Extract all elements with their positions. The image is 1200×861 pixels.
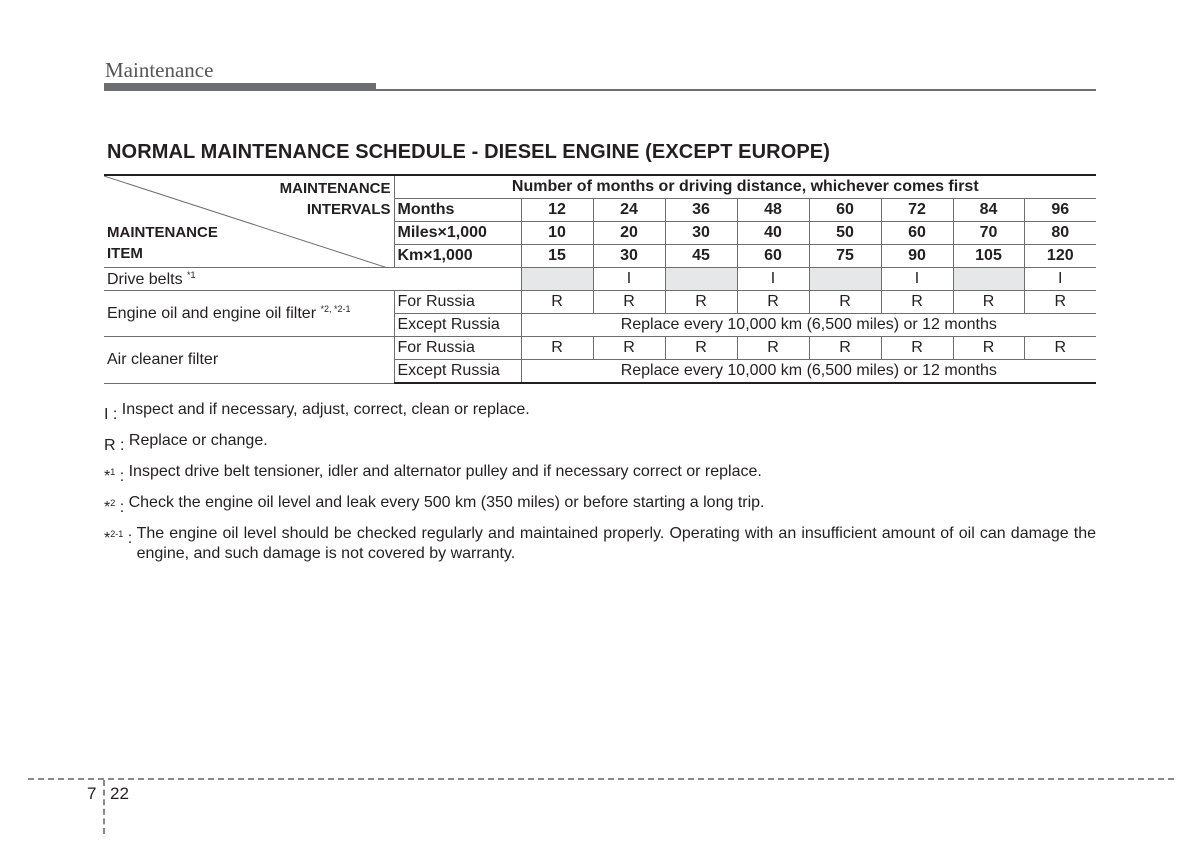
note-item (104, 431, 1096, 456)
schedule-cell: R (737, 337, 809, 360)
note-text: The engine oil level should be checked regularly and maintained properly. Operating with an insufficient amount of oil can damage the engine, and such damage is not covered by warranty. (136, 525, 1096, 562)
note-text: Inspect drive belt tensioner, idler and alternator pulley and if necessary correct or replace. (128, 463, 762, 480)
interval-value: 30 (593, 245, 665, 268)
corner-item-label: MAINTENANCE ITEM (107, 224, 218, 262)
schedule-cell (809, 268, 881, 291)
schedule-cell (953, 268, 1024, 291)
schedule-cell: R (953, 291, 1024, 314)
schedule-cell: I (881, 268, 953, 291)
section-title: Maintenance (105, 58, 214, 82)
interval-value: 30 (665, 222, 737, 245)
note-item (104, 524, 1096, 564)
item-row-drive-belts (104, 268, 1096, 291)
schedule-cell: R (953, 337, 1024, 360)
header-rule-thin (104, 89, 1096, 91)
footer-dashed-rule (28, 778, 1174, 780)
schedule-cell: R (737, 291, 809, 314)
note-text: Check the engine oil level and leak every 500 km (350 miles) or before starting a long trip. (128, 494, 765, 511)
interval-value: 10 (521, 222, 593, 245)
note-key: I : (104, 406, 122, 423)
interval-value: 24 (593, 199, 665, 222)
interval-value: 105 (953, 245, 1024, 268)
interval-value: 96 (1024, 199, 1096, 222)
interval-label: Km×1,000 (394, 245, 521, 268)
schedule-cell: R (1024, 291, 1096, 314)
schedule-cell: I (593, 268, 665, 291)
span-header: Number of months or driving distance, whichever comes first (394, 175, 1096, 199)
item-name: Drive belts $^{*1}$ (104, 268, 521, 291)
interval-value: 90 (881, 245, 953, 268)
note-key: *$^1$ : (104, 467, 129, 485)
interval-value: 12 (521, 199, 593, 222)
note-item (104, 493, 1096, 518)
schedule-cell: R (521, 291, 593, 314)
item-name: Engine oil and engine oil filter $^{*2, *2-1}$ (104, 291, 394, 337)
schedule-cell: R (881, 291, 953, 314)
region-label: For Russia (394, 337, 521, 360)
interval-value: 75 (809, 245, 881, 268)
item-name: Air cleaner filter (104, 337, 394, 384)
interval-value: 50 (809, 222, 881, 245)
header-row-span (104, 175, 1096, 199)
chapter-number: 7 (87, 784, 97, 803)
schedule-cell: R (881, 337, 953, 360)
interval-value: 45 (665, 245, 737, 268)
item-row-engine-oil-russia (104, 291, 1096, 314)
schedule-cell: R (593, 291, 665, 314)
interval-value: 60 (737, 245, 809, 268)
note-item (104, 462, 1096, 487)
legend-notes (104, 400, 1096, 570)
schedule-cell: I (1024, 268, 1096, 291)
schedule-cell: R (521, 337, 593, 360)
interval-label: Miles×1,000 (394, 222, 521, 245)
schedule-cell (521, 268, 593, 291)
schedule-cell (665, 268, 737, 291)
page-number: 22 (110, 784, 129, 803)
note-text: Replace or change. (128, 432, 268, 449)
interval-label: Months (394, 199, 521, 222)
corner-intervals-label: MAINTENANCE INTERVALS (279, 180, 391, 218)
footnote-marker: *1 (187, 269, 196, 280)
interval-value: 84 (953, 199, 1024, 222)
interval-value: 36 (665, 199, 737, 222)
schedule-cell: R (593, 337, 665, 360)
replace-interval-text: Replace every 10,000 km (6,500 miles) or 12 months (521, 314, 1096, 337)
footnote-marker: *2, *2-1 (320, 304, 351, 314)
region-label: Except Russia (394, 360, 521, 384)
schedule-cell: I (737, 268, 809, 291)
interval-value: 72 (881, 199, 953, 222)
note-text: Inspect and if necessary, adjust, correct, clean or replace. (121, 401, 530, 418)
note-key: R : (104, 437, 129, 454)
item-row-air-cleaner-russia (104, 337, 1096, 360)
note-key: *$^{2-1}$ : (104, 529, 137, 547)
schedule-cell: R (665, 291, 737, 314)
interval-value: 48 (737, 199, 809, 222)
interval-value: 70 (953, 222, 1024, 245)
corner-header-cell (104, 175, 394, 268)
region-label: Except Russia (394, 314, 521, 337)
interval-value: 40 (737, 222, 809, 245)
schedule-cell: R (665, 337, 737, 360)
interval-value: 80 (1024, 222, 1096, 245)
note-item (104, 400, 1096, 425)
interval-value: 60 (809, 199, 881, 222)
schedule-cell: R (809, 337, 881, 360)
region-label: For Russia (394, 291, 521, 314)
footer-dashed-divider (103, 780, 105, 834)
interval-value: 15 (521, 245, 593, 268)
interval-value: 20 (593, 222, 665, 245)
replace-interval-text: Replace every 10,000 km (6,500 miles) or 12 months (521, 360, 1096, 384)
maintenance-schedule-table (104, 174, 1096, 384)
schedule-heading: NORMAL MAINTENANCE SCHEDULE - DIESEL ENGINE (EXCEPT EUROPE) (107, 141, 830, 163)
schedule-cell: R (1024, 337, 1096, 360)
schedule-cell: R (809, 291, 881, 314)
interval-value: 120 (1024, 245, 1096, 268)
note-key: *$^2$ : (104, 498, 129, 516)
interval-value: 60 (881, 222, 953, 245)
